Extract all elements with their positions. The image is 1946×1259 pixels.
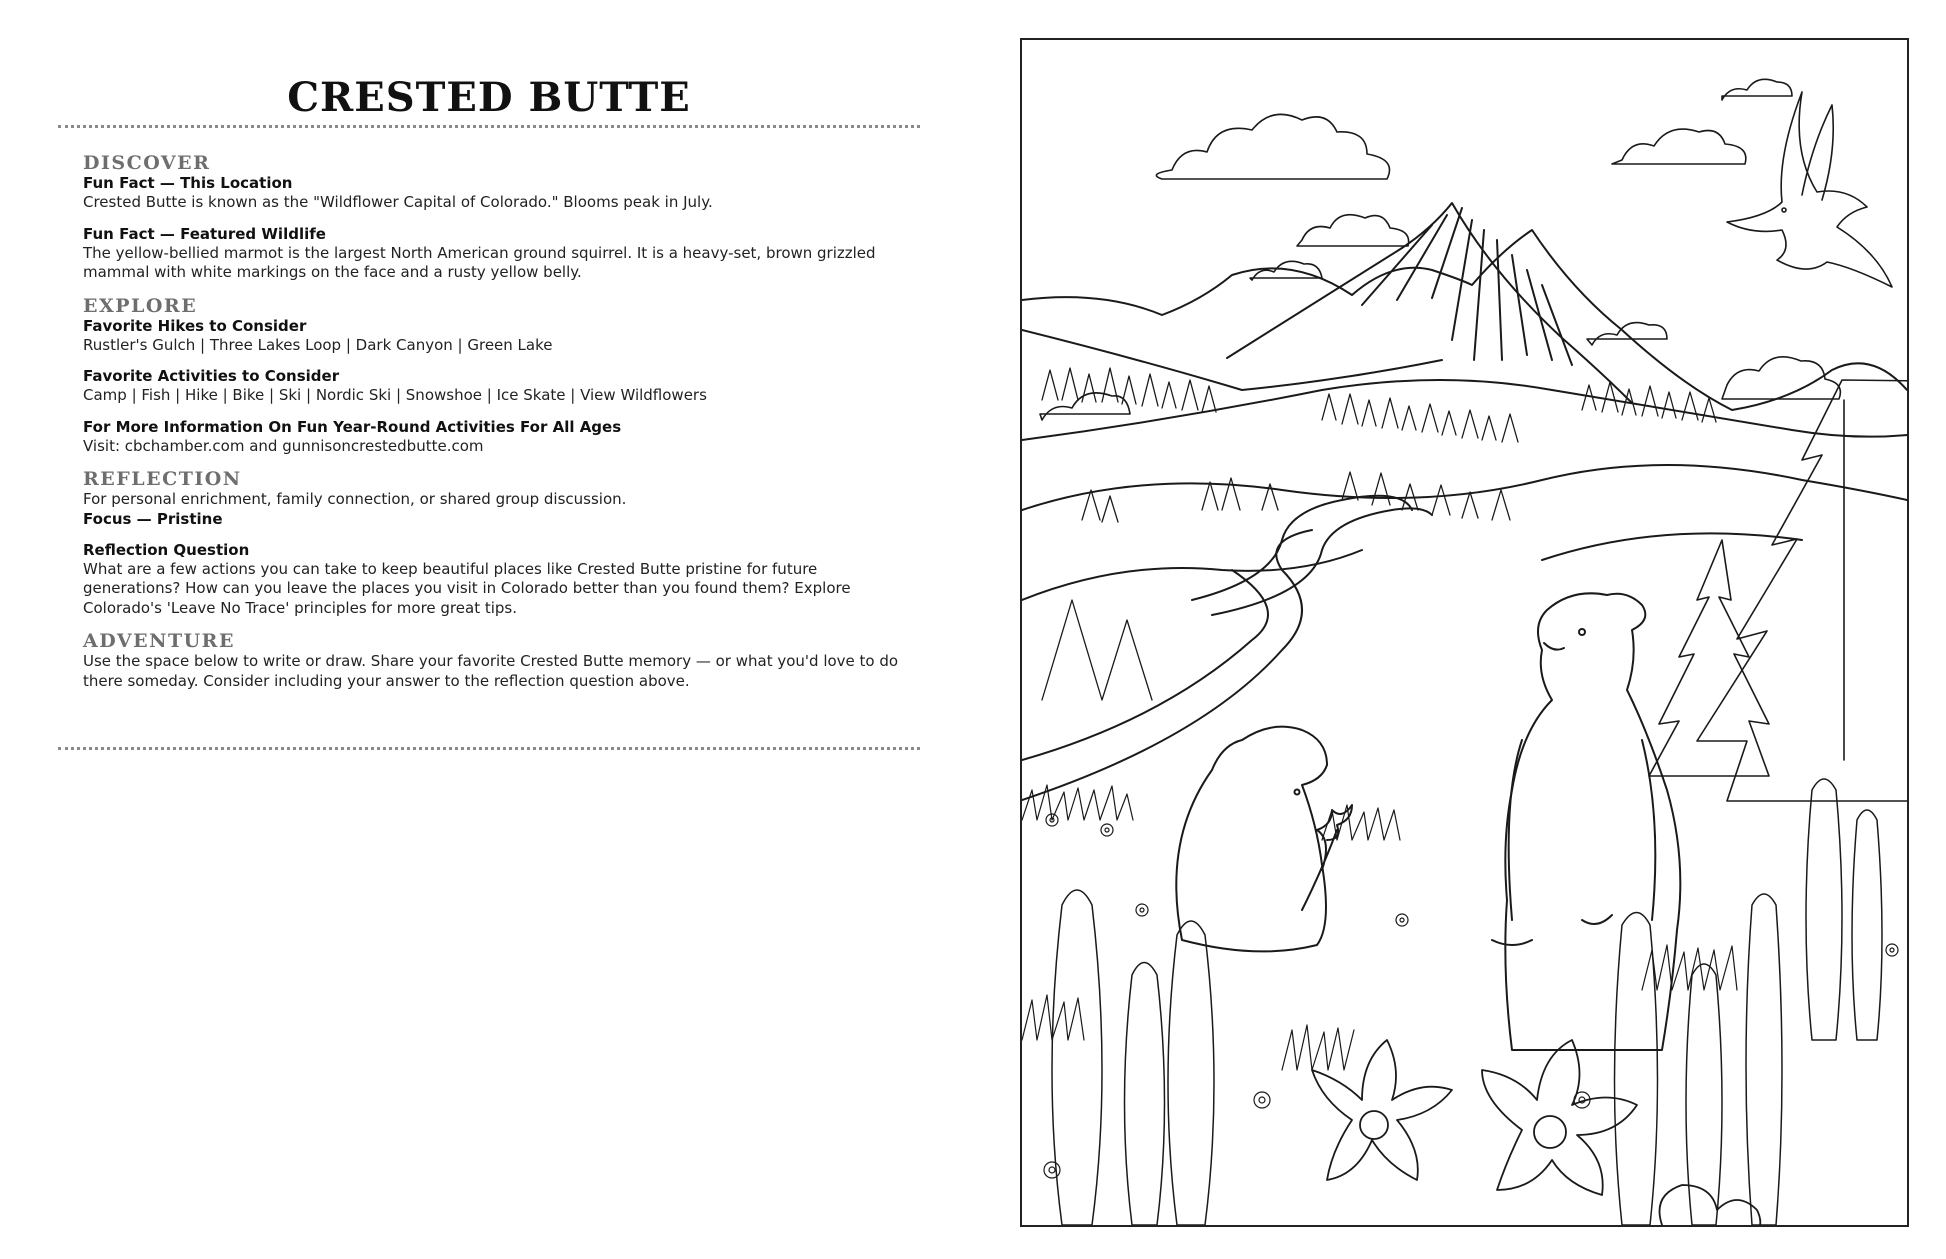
more-info-label: For More Information On Fun Year-Round Activities For All Ages — [83, 417, 622, 436]
reflection-intro: For personal enrichment, family connection, or shared group discussion. — [83, 490, 627, 508]
clouds-icon — [1040, 79, 1840, 420]
location-fact-text: Crested Butte is known as the "Wildflower Capital of Colorado." Blooms peak in July. — [83, 193, 713, 211]
coloring-illustration — [1022, 40, 1907, 1225]
hikes-list: Rustler's Gulch | Three Lakes Loop | Dark Canyon | Green Lake — [83, 335, 553, 354]
activities-label: Favorite Activities to Consider — [83, 367, 340, 385]
marmot-standing-icon — [1492, 593, 1680, 1050]
reflection-focus: Focus — Pristine — [83, 509, 223, 528]
reflection-question-label: Reflection Question — [83, 540, 250, 559]
columbine-flowers-icon — [1312, 1040, 1760, 1225]
lupine-flowers-icon — [1052, 779, 1882, 1225]
river-icon — [1022, 496, 1432, 800]
marmot-sitting-icon — [1176, 727, 1352, 952]
pine-trees-icon — [1649, 380, 1907, 801]
info-content — [83, 152, 913, 691]
adventure-heading: ADVENTURE — [83, 630, 235, 652]
reflection-heading: REFLECTION — [83, 468, 242, 490]
daisy-flowers-icon — [1044, 814, 1898, 1178]
reflection-question-text: What are a few actions you can take to keep beautiful places like Crested Butte pristine for future generations? How can you leave the places you visit in Colorado better than you found them? Explore Colorado's 'Leave No Trace' principles for more great tips. — [83, 559, 851, 617]
coloring-illustration-frame — [1020, 38, 1909, 1227]
wildlife-fact-text: The yellow-bellied marmot is the largest North American ground squirrel. It is a heavy-set, brown grizzled mammal with white markings on the face and a rusty yellow belly. — [83, 243, 876, 281]
mountain-range-icon — [1022, 203, 1907, 440]
eagle-icon — [1727, 92, 1892, 287]
meadow-grass-icon — [1022, 785, 1737, 1070]
more-info-text: Visit: cbchamber.com and gunnisoncrestedbutte.com — [83, 436, 484, 455]
info-column — [58, 0, 920, 1259]
adventure-text: Use the space below to write or draw. Share your favorite Crested Butte memory — or what you'd love to do there someday. Consider including your answer to the reflection question above. — [83, 652, 899, 690]
location-fact-label: Fun Fact — This Location — [83, 174, 293, 192]
bottom-dotted-divider — [58, 747, 920, 750]
wildlife-fact-label: Fun Fact — Featured Wildlife — [83, 224, 326, 243]
forest-treeline-icon — [1042, 368, 1716, 700]
rolling-hills-icon — [1022, 465, 1907, 600]
explore-heading: EXPLORE — [83, 294, 198, 317]
hikes-label: Favorite Hikes to Consider — [83, 316, 307, 335]
discover-heading: DISCOVER — [83, 152, 211, 174]
page-title: CRESTED BUTTE — [287, 74, 691, 121]
top-dotted-divider — [58, 125, 920, 128]
activities-list: Camp | Fish | Hike | Bike | Ski | Nordic Ski | Snowshoe | Ice Skate | View Wildflowers — [83, 386, 707, 404]
